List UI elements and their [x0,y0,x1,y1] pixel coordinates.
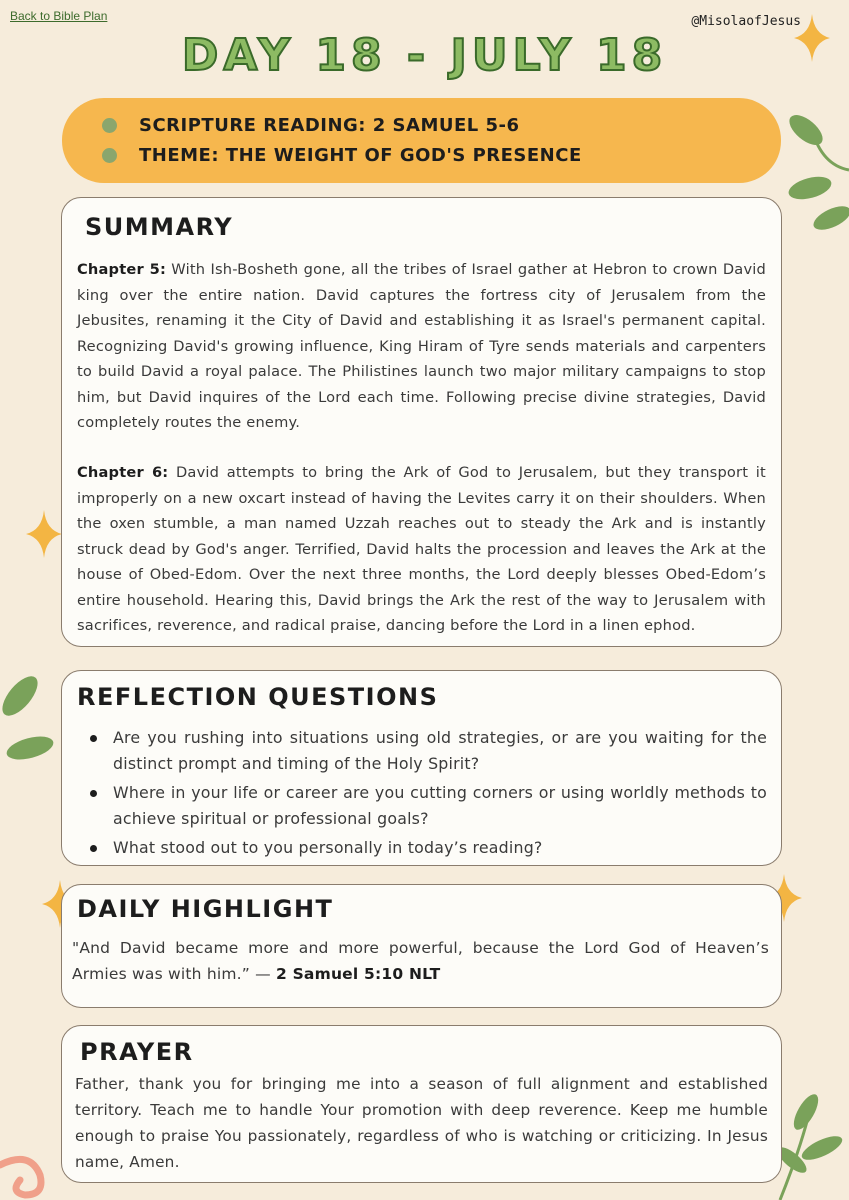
theme-text: THEME: THE WEIGHT OF GOD'S PRESENCE [139,145,582,166]
scripture-reading: SCRIPTURE READING: 2 SAMUEL 5-6 [139,115,520,136]
scripture-banner [62,98,781,183]
page-title: DAY 18 - JULY 18 [181,30,668,81]
prayer-card [61,1025,782,1183]
bullet-icon [102,118,117,133]
chapter-5-label: Chapter 5: [77,261,166,278]
quote-text: "And David became more and more powerful, because the Lord God of Heaven’s Armies was with him.” — [72,939,769,983]
prayer-heading: PRAYER [80,1038,194,1066]
sparkle-icon [26,510,62,558]
chapter-6-label: Chapter 6: [77,464,169,481]
sparkle-icon [794,14,830,62]
chapter-5-summary [77,257,766,436]
reflection-question: Where in your life or career are you cutting corners or using worldly methods to achieve spiritual or professional goals? [77,780,767,832]
quote-reference: 2 Samuel 5:10 NLT [275,965,441,983]
reflection-question: What stood out to you personally in today’s reading? [77,835,767,861]
chapter-5-text: With Ish-Bosheth gone, all the tribes of Israel gather at Hebron to crown David king over the entire nation. David captures the fortress city of Jerusalem from the Jebusites, renaming it the City of David and establishing it as Israel's permanent capital. Recognizing David's growing influence, King Hiram of Tyre sends materials and carpenters to build David a royal palace. The Philistines launch two major military campaigns to stop him, but David inquires of the Lord each time. Following precise divine strategies, David completely routes the enemy. [77,261,766,431]
leaf-decoration-icon [782,110,849,230]
highlight-quote [72,935,769,987]
author-handle: @MisolaofJesus [691,14,801,29]
reflection-card [61,670,782,866]
scripture-row [102,115,520,136]
bullet-icon [102,148,117,163]
chapter-6-summary [77,460,766,639]
swirl-decoration-icon [0,1140,60,1200]
theme-row [102,145,582,166]
summary-card [61,197,782,647]
prayer-text: Father, thank you for bringing me into a season of full alignment and established territory. Teach me to handle Your promotion with deep reverence. Keep me humble enough to praise You passionately, regardless of who is watching or criticizing. In Jesus name, Amen. [75,1075,768,1171]
daily-highlight-card [61,884,782,1008]
reflection-questions-list [77,725,767,864]
chapter-6-text: David attempts to bring the Ark of God to Jerusalem, but they transport it improperly on a new oxcart instead of having the Levites carry it on their shoulders. When the oxen stumble, a man named Uzzah reaches out to steady the Ark and is instantly struck dead by God's anger. Terrified, David halts the procession and leaves the Ark at the house of Obed-Edom. Over the next three months, the Lord deeply blesses Obed-Edom’s entire household. Hearing this, David brings the Ark the rest of the way to Jerusalem with sacrifices, reverence, and radical praise, dancing before the Lord in a linen ephod. [77,464,766,634]
back-to-bible-plan-link[interactable]: Back to Bible Plan [10,9,108,23]
daily-highlight-heading: DAILY HIGHLIGHT [77,895,334,923]
leaf-decoration-icon [0,668,56,768]
reflection-question: Are you rushing into situations using old strategies, or are you waiting for the distinct prompt and timing of the Holy Spirit? [77,725,767,777]
reflection-heading: REFLECTION QUESTIONS [77,683,439,711]
summary-heading: SUMMARY [85,213,234,241]
